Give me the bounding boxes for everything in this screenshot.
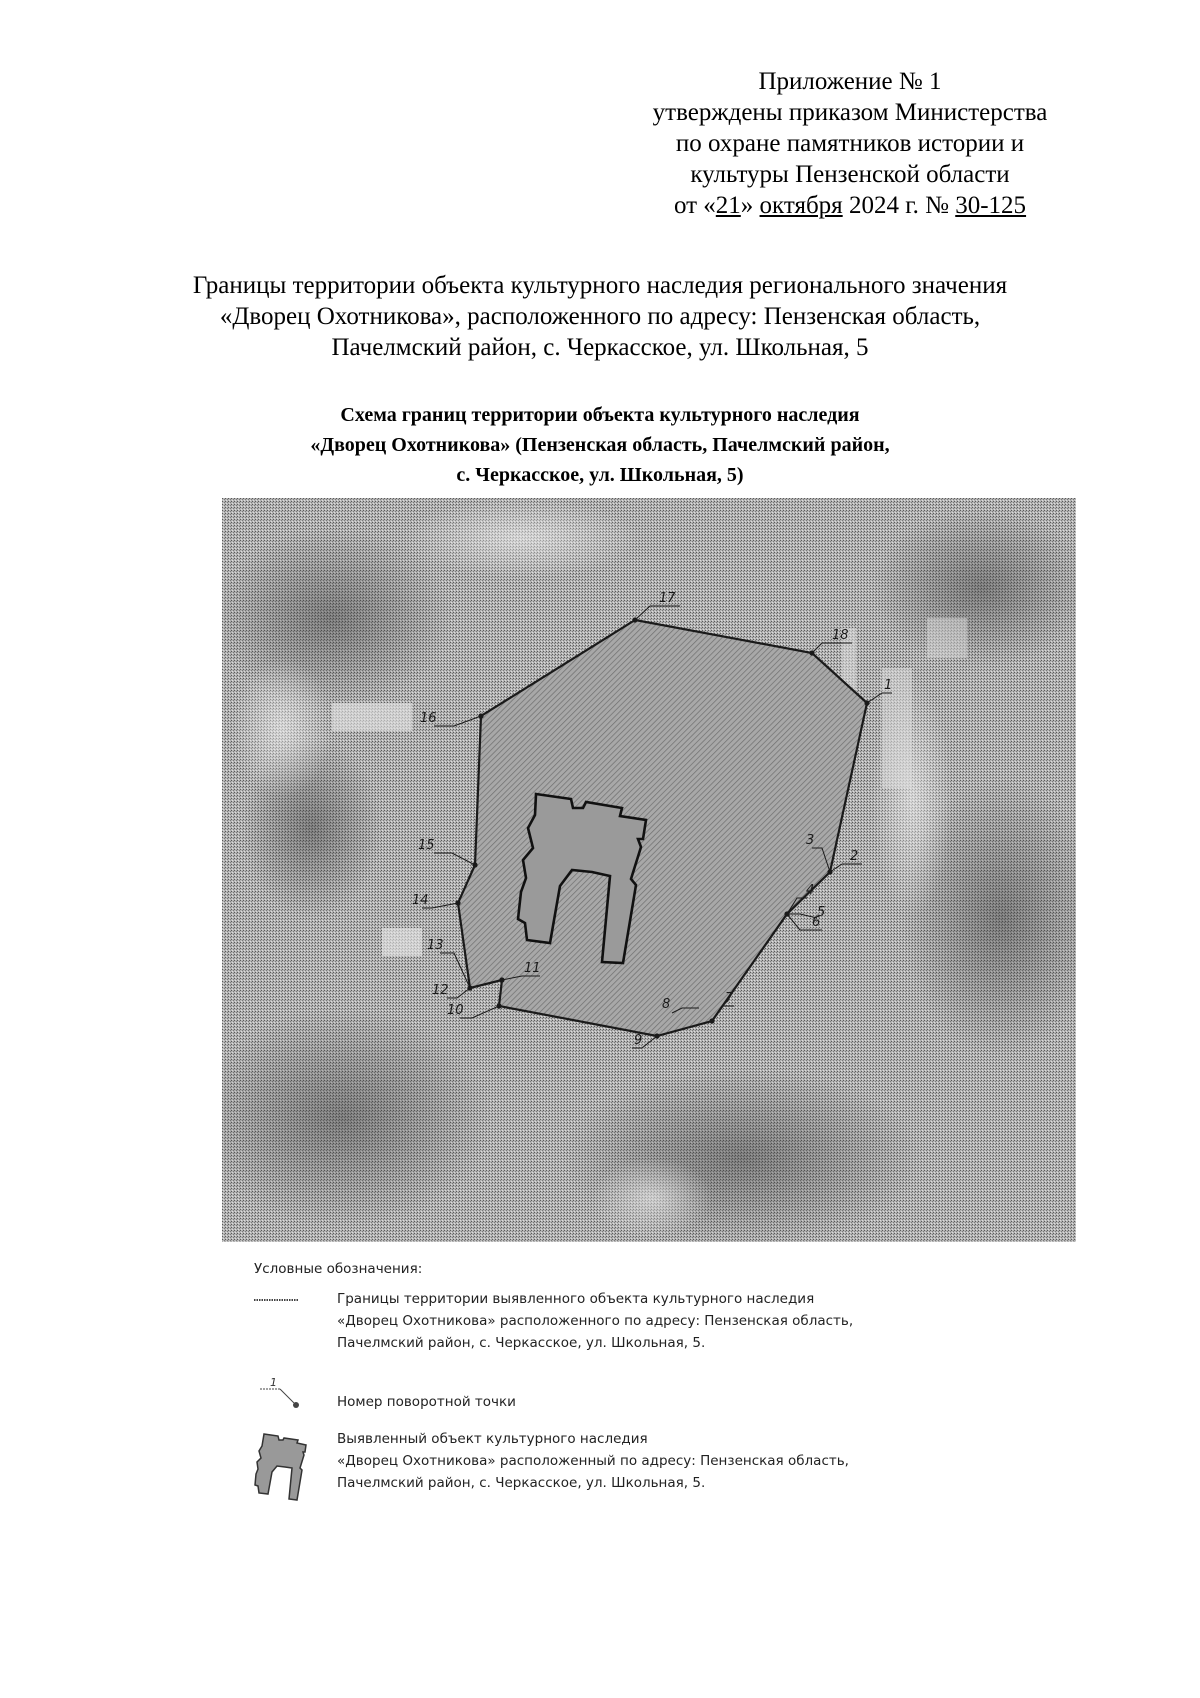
turning-point-14-marker	[455, 900, 460, 905]
document-title-line-1: Границы территории объекта культурного наследия регионального значения	[192, 272, 1008, 299]
turning-point-14-label: 14	[412, 893, 429, 908]
legend-heading: Условные обозначения:	[254, 1261, 423, 1277]
legend-item-object	[222, 1428, 1082, 1508]
approval-line-1: Приложение № 1	[758, 68, 942, 95]
approval-month: октября	[759, 192, 843, 219]
turning-point-16-label: 16	[420, 711, 437, 726]
legend-object-line-1: Выявленный объект культурного наследия	[337, 1431, 648, 1447]
turning-point-7-marker	[709, 1018, 714, 1023]
turning-point-3-label: 3	[806, 833, 815, 848]
turning-point-10-label: 10	[447, 1003, 464, 1018]
turning-point-1-label: 1	[884, 678, 893, 693]
turning-point-2-marker	[827, 869, 832, 874]
document-title	[80, 270, 1120, 363]
turning-point-17-marker	[632, 617, 637, 622]
scheme-title-line-2: «Дворец Охотникова» (Пензенская область, Пачелмский район,	[310, 434, 890, 456]
boundary-map	[222, 498, 1076, 1242]
approval-line-4: культуры Пензенской области	[690, 161, 1010, 188]
turning-point-7-label: 7	[725, 991, 734, 1006]
turning-point-15-marker	[472, 862, 477, 867]
turning-point-13-label: 13	[427, 938, 444, 953]
turning-point-5-label: 5	[817, 905, 826, 920]
turning-point-12-marker	[467, 985, 472, 990]
approval-line-2: утверждены приказом Министерства	[652, 99, 1048, 126]
approval-line-3: по охране памятников истории и	[675, 130, 1025, 157]
turning-point-5-marker	[784, 911, 789, 916]
approval-line-5	[600, 190, 1100, 221]
turning-point-16-marker	[478, 713, 483, 718]
legend-sample-point-number: 1	[270, 1376, 277, 1389]
turning-point-1-marker	[864, 700, 869, 705]
turning-point-18-marker	[809, 650, 814, 655]
scheme-title-line-1: Схема границ территории объекта культурного наследия	[340, 404, 860, 426]
turning-point-11-marker	[499, 977, 504, 982]
legend-boundary-line-1: Границы территории выявленного объекта культурного наследия	[337, 1291, 815, 1307]
approval-day: 21	[715, 192, 741, 219]
legend-object-text	[337, 1428, 1037, 1494]
turning-point-4-label: 4	[806, 883, 815, 898]
legend-point-text	[337, 1391, 1037, 1413]
turning-point-15-label: 15	[418, 838, 435, 853]
document-title-line-3: Пачелмский район, с. Черкасское, ул. Школьная, 5	[331, 334, 869, 361]
legend-point-label: Номер поворотной точки	[337, 1394, 516, 1410]
turning-point-2-label: 2	[850, 849, 859, 864]
legend-object-line-2: «Дворец Охотникова» расположенный по адресу: Пензенская область,	[337, 1453, 849, 1469]
scheme-title	[140, 400, 1060, 490]
legend-boundary-text	[337, 1288, 1037, 1354]
palace-symbol-icon	[250, 1428, 310, 1498]
map-svg	[222, 498, 1076, 1242]
turning-point-9-label: 9	[634, 1033, 643, 1048]
turning-point-17-label: 17	[659, 591, 676, 606]
legend-object-line-3: Пачелмский район, с. Черкасское, ул. Школьная, 5.	[337, 1475, 706, 1491]
approval-block	[600, 66, 1100, 221]
legend-boundary-line-2: «Дворец Охотникова» расположенного по адресу: Пензенская область,	[337, 1313, 854, 1329]
turning-point-12-label: 12	[432, 983, 449, 998]
legend-boundary-line-3: Пачелмский район, с. Черкасское, ул. Школьная, 5.	[337, 1335, 706, 1351]
legend-item-boundary	[222, 1288, 1082, 1358]
turning-point-8-label: 8	[662, 997, 671, 1012]
scheme-title-line-3: с. Черкасское, ул. Школьная, 5)	[456, 464, 744, 486]
turning-point-6-label: 6	[812, 915, 821, 930]
document-title-line-2: «Дворец Охотникова», расположенного по адресу: Пензенская область,	[219, 303, 981, 330]
turning-point-9-marker	[654, 1033, 659, 1038]
approval-year: 2024 г. №	[842, 192, 956, 219]
turning-point-11-label: 11	[524, 961, 541, 976]
approval-order-number: 30-125	[955, 192, 1027, 219]
legend-item-turning-point	[222, 1373, 1082, 1423]
turning-point-10-marker	[496, 1003, 501, 1008]
turning-point-18-label: 18	[832, 628, 849, 643]
approval-date-mid: »	[740, 192, 760, 219]
boundary-line-symbol	[250, 1288, 310, 1358]
approval-date-prefix: от «	[673, 192, 716, 219]
